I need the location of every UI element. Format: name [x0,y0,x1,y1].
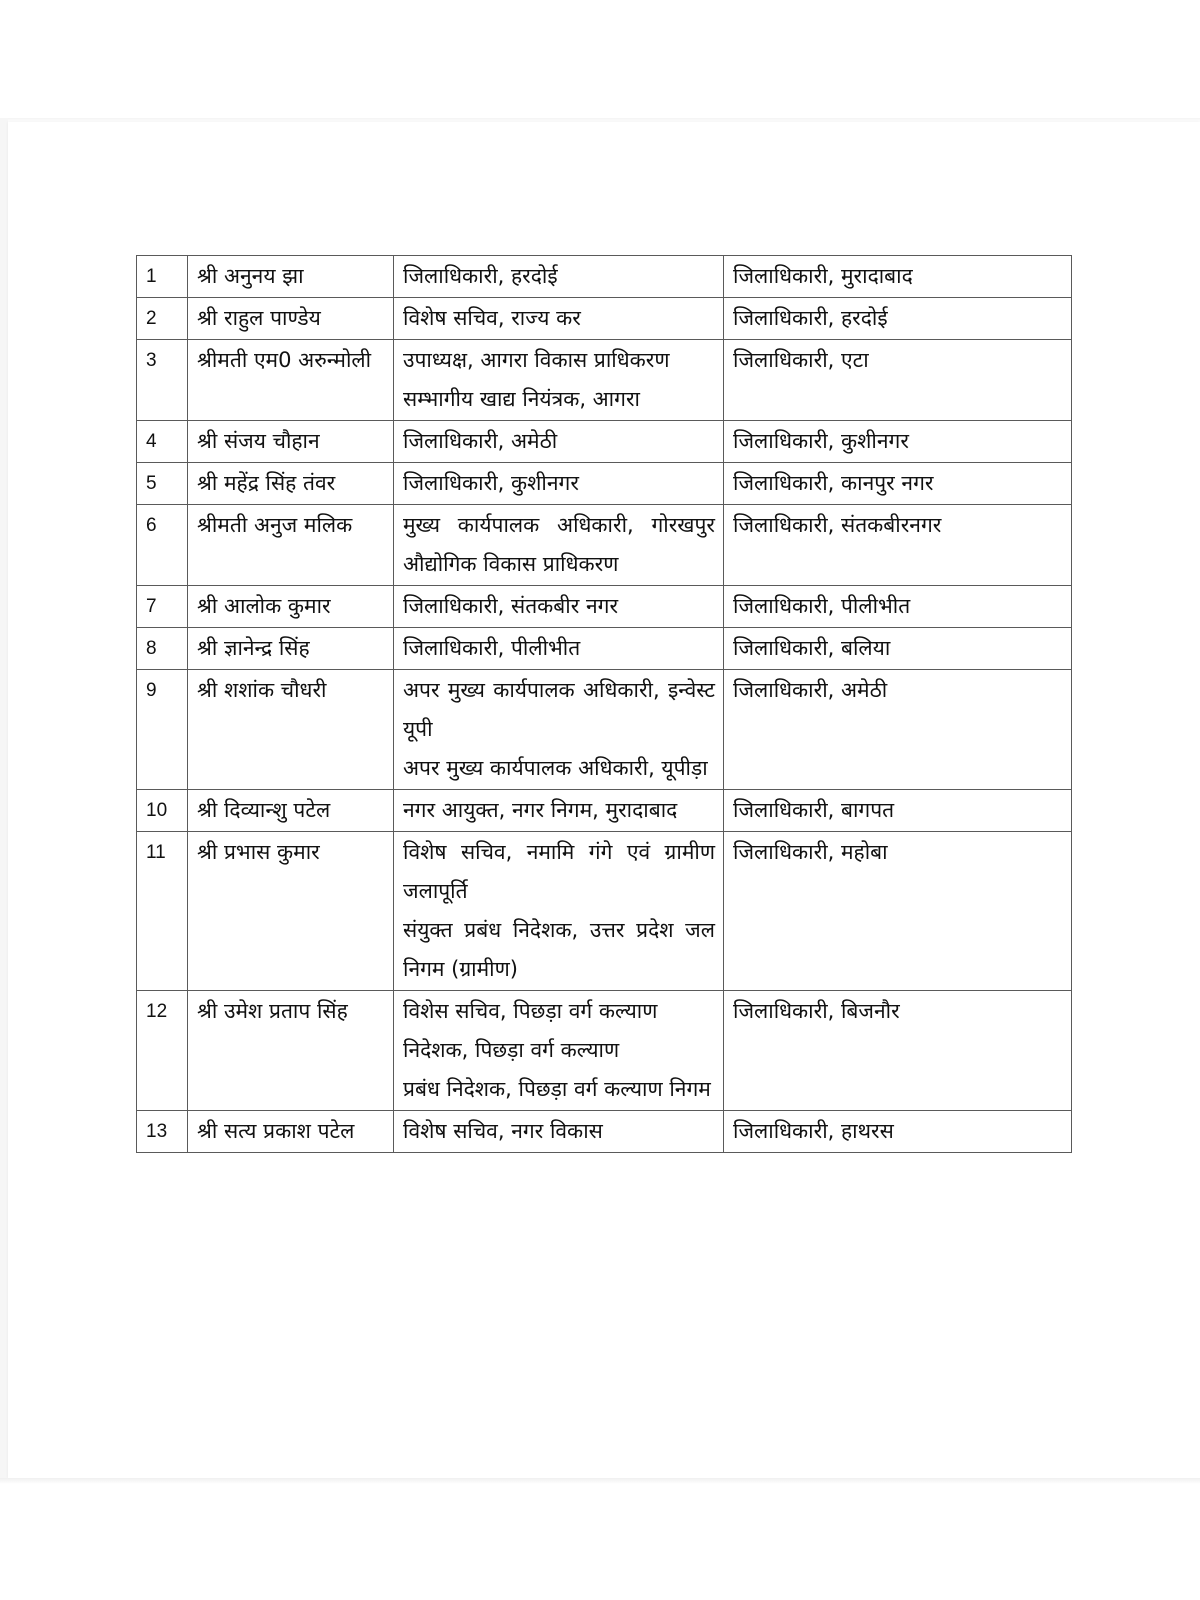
officer-name-cell [188,628,394,670]
current-post: अपर मुख्य कार्यपालक अधिकारी, यूपीड़ा [403,756,708,780]
current-post-cell [394,628,724,670]
officer-name: श्री ज्ञानेन्द्र सिंह [197,636,310,660]
officer-name-cell [188,463,394,505]
officer-name-cell [188,421,394,463]
new-posting-cell: जिलाधिकारी, मुरादाबाद [724,256,1072,298]
new-posting-cell: जिलाधिकारी, बागपत [724,790,1072,832]
serial-number-cell: 4 [137,421,188,463]
officer-name-cell [188,1111,394,1153]
serial-number-cell: 12 [137,991,188,1111]
current-post: अपर मुख्य कार्यपालक अधिकारी, इन्वेस्ट यूपी [403,678,715,741]
table-row [137,256,1072,298]
new-posting-cell: जिलाधिकारी, महोबा [724,832,1072,991]
current-post: सम्भागीय खाद्य नियंत्रक, आगरा [403,387,640,411]
serial-number-cell: 7 [137,586,188,628]
transfer-table-body [137,256,1072,1153]
current-post: मुख्य कार्यपालक अधिकारी, गोरखपुर औद्योगिक विकास प्राधिकरण [403,513,715,576]
serial-number-cell: 1 [137,256,188,298]
current-post-cell [394,790,724,832]
current-post: विशेष सचिव, राज्य कर [403,306,581,330]
serial-number-cell: 11 [137,832,188,991]
new-posting-cell: जिलाधिकारी, अमेठी [724,670,1072,790]
current-post: जिलाधिकारी, कुशीनगर [403,471,579,495]
table-row [137,670,1072,790]
table-row [137,505,1072,586]
current-post: विशेष सचिव, नमामि गंगे एवं ग्रामीण जलापूर्ति [403,840,715,903]
officer-name-cell [188,340,394,421]
table-row [137,340,1072,421]
current-post-cell [394,670,724,790]
new-posting-cell: जिलाधिकारी, हाथरस [724,1111,1072,1153]
officer-name: श्री सत्य प्रकाश पटेल [197,1119,355,1143]
current-post-cell [394,256,724,298]
new-posting-cell: जिलाधिकारी, हरदोई [724,298,1072,340]
current-post: नगर आयुक्त, नगर निगम, मुरादाबाद [403,798,678,822]
current-post: जिलाधिकारी, संतकबीर नगर [403,594,619,618]
officer-name-cell [188,832,394,991]
officer-name: श्री दिव्यान्शु पटेल [197,798,331,822]
current-post-cell [394,586,724,628]
table-row [137,298,1072,340]
serial-number-cell: 9 [137,670,188,790]
serial-number-cell: 8 [137,628,188,670]
current-post-cell [394,421,724,463]
officer-name: श्री अनुनय झा [197,264,304,288]
officer-name: श्री आलोक कुमार [197,594,331,618]
current-post-cell [394,463,724,505]
table-row [137,832,1072,991]
new-posting-cell: जिलाधिकारी, संतकबीरनगर [724,505,1072,586]
officer-name: श्री संजय चौहान [197,429,320,453]
officer-name-cell [188,256,394,298]
officer-name: श्री शशांक चौधरी [197,678,327,702]
serial-number-cell: 10 [137,790,188,832]
current-post: निदेशक, पिछड़ा वर्ग कल्याण [403,1038,620,1062]
transfer-table [136,255,1072,1153]
officer-name: श्रीमती अनुज मलिक [197,513,353,537]
current-post: जिलाधिकारी, पीलीभीत [403,636,581,660]
officer-name: श्री प्रभास कुमार [197,840,320,864]
serial-number-cell: 5 [137,463,188,505]
table-row [137,463,1072,505]
current-post-cell [394,832,724,991]
officer-name-cell [188,670,394,790]
new-posting-cell: जिलाधिकारी, एटा [724,340,1072,421]
serial-number-cell: 6 [137,505,188,586]
new-posting-cell: जिलाधिकारी, बलिया [724,628,1072,670]
new-posting-cell: जिलाधिकारी, कुशीनगर [724,421,1072,463]
table-row [137,628,1072,670]
officer-name-cell [188,586,394,628]
current-post-cell [394,298,724,340]
page-edge-bottom [0,1478,1200,1484]
officer-name: श्री उमेश प्रताप सिंह [197,999,348,1023]
current-post: विशेस सचिव, पिछड़ा वर्ग कल्याण [403,999,658,1023]
officer-name: श्री महेंद्र सिंह तंवर [197,471,336,495]
serial-number-cell: 3 [137,340,188,421]
officer-name: श्री राहुल पाण्डेय [197,306,321,330]
current-post-cell [394,340,724,421]
current-post: संयुक्त प्रबंध निदेशक, उत्तर प्रदेश जल निगम (ग्रामीण) [403,918,715,981]
new-posting-cell: जिलाधिकारी, बिजनौर [724,991,1072,1111]
new-posting-cell: जिलाधिकारी, पीलीभीत [724,586,1072,628]
officer-name-cell [188,790,394,832]
current-post: जिलाधिकारी, हरदोई [403,264,558,288]
serial-number-cell: 2 [137,298,188,340]
officer-name: श्रीमती एम0 अरुन्मोली [197,348,372,372]
table-row [137,421,1072,463]
current-post: जिलाधिकारी, अमेठी [403,429,558,453]
table-row [137,1111,1072,1153]
table-row [137,991,1072,1111]
officer-name-cell [188,991,394,1111]
current-post: उपाध्यक्ष, आगरा विकास प्राधिकरण [403,348,670,372]
current-post-cell [394,991,724,1111]
officer-name-cell [188,505,394,586]
current-post-cell [394,505,724,586]
serial-number-cell: 13 [137,1111,188,1153]
current-post: प्रबंध निदेशक, पिछड़ा वर्ग कल्याण निगम [403,1077,711,1101]
table-row [137,586,1072,628]
table-row [137,790,1072,832]
page-edge-left [0,118,8,1484]
new-posting-cell: जिलाधिकारी, कानपुर नगर [724,463,1072,505]
current-post: विशेष सचिव, नगर विकास [403,1119,603,1143]
officer-name-cell [188,298,394,340]
current-post-cell [394,1111,724,1153]
